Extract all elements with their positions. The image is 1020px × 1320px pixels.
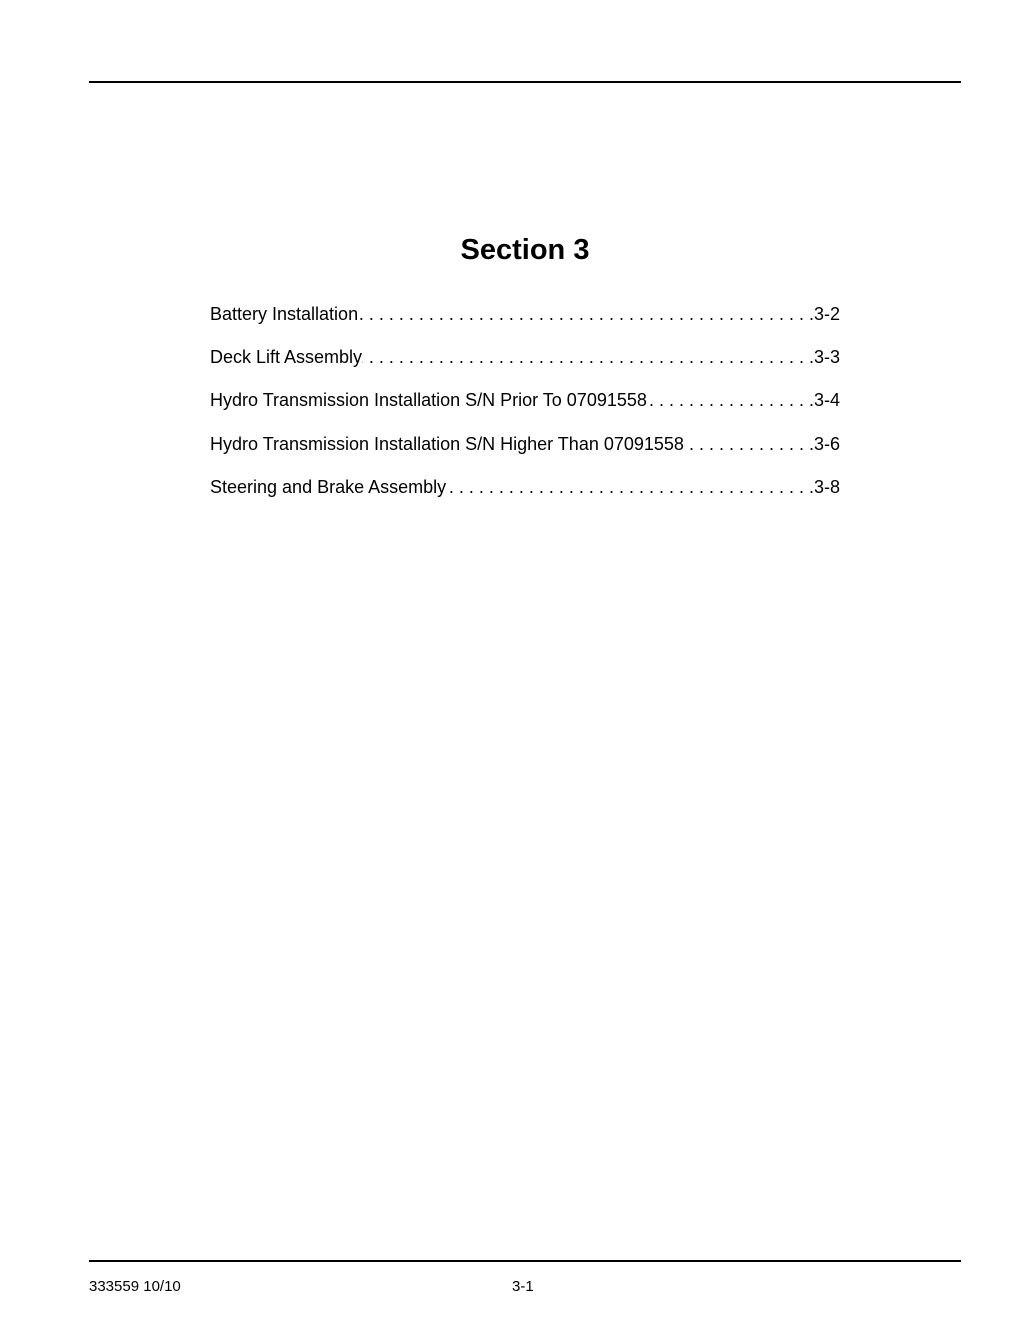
footer-rule bbox=[89, 1260, 961, 1262]
toc-dot-leader bbox=[362, 343, 814, 371]
table-of-contents bbox=[210, 300, 840, 516]
footer-document-number: 333559 10/10 bbox=[89, 1278, 181, 1295]
section-title: Section 3 bbox=[460, 234, 590, 266]
toc-entry-page: 3-4 bbox=[813, 390, 840, 411]
toc-entry-hydro-transmission-prior[interactable] bbox=[210, 386, 840, 429]
toc-entry-label: Steering and Brake Assembly bbox=[210, 476, 447, 497]
toc-entry-battery-installation[interactable] bbox=[210, 300, 840, 343]
toc-entry-page: 3-3 bbox=[813, 347, 840, 368]
toc-entry-steering-brake-assembly[interactable] bbox=[210, 473, 840, 516]
toc-dot-leader bbox=[647, 386, 814, 414]
toc-dot-leader bbox=[684, 430, 814, 458]
toc-entry-label: Hydro Transmission Installation S/N Prior To 07091558 bbox=[210, 390, 647, 411]
toc-entry-page: 3-6 bbox=[813, 433, 840, 454]
footer-page-number: 3-1 bbox=[512, 1278, 534, 1295]
toc-entry-page: 3-8 bbox=[813, 476, 840, 497]
toc-entry-label: Deck Lift Assembly bbox=[210, 347, 363, 368]
toc-dot-leader bbox=[446, 473, 814, 501]
toc-entry-label: Battery Installation bbox=[210, 304, 359, 324]
toc-entry-hydro-transmission-higher[interactable] bbox=[210, 430, 840, 473]
toc-entry-page: 3-2 bbox=[813, 304, 840, 324]
toc-entry-deck-lift-assembly[interactable] bbox=[210, 343, 840, 386]
toc-entry-label: Hydro Transmission Installation S/N Higher Than 07091558 bbox=[210, 433, 684, 454]
header-rule bbox=[89, 81, 961, 83]
toc-dot-leader bbox=[358, 300, 814, 328]
